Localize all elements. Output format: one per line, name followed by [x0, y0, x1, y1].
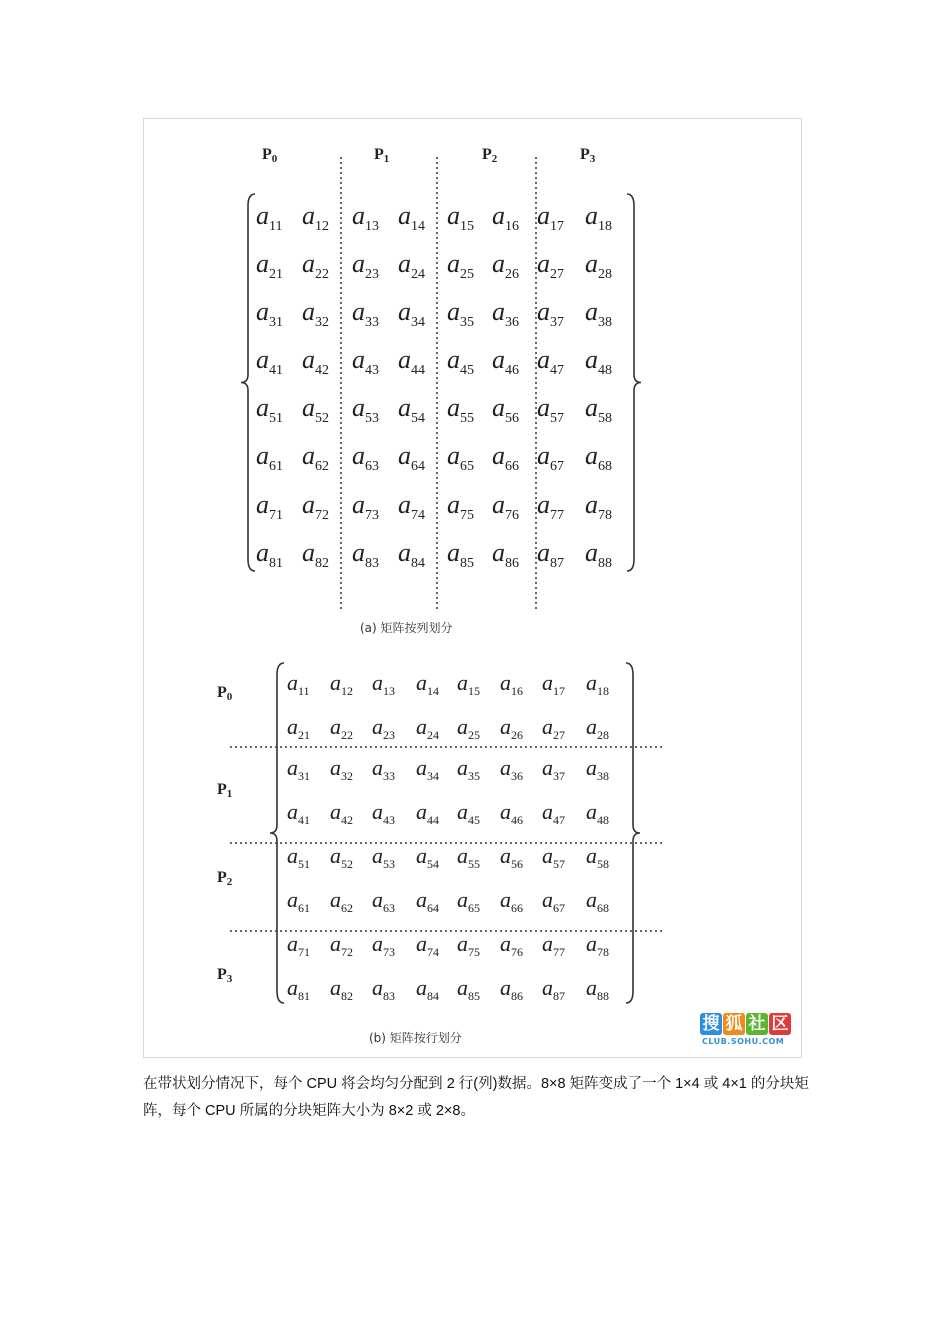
matrix-a-entry: $a_{56}$: [492, 393, 519, 426]
logo-char: 狐: [723, 1013, 745, 1035]
logo-url: CLUB.SOHU.COM: [702, 1037, 785, 1046]
matrix-a-entry: $a_{61}$: [256, 441, 283, 474]
matrix-a-entry: $a_{63}$: [352, 441, 379, 474]
matrix-a-entry: $a_{25}$: [447, 249, 474, 282]
matrix-a-entry: $a_{81}$: [256, 538, 283, 571]
matrix-b-entry: $a_{48}$: [586, 799, 609, 827]
matrix-b-entry: $a_{35}$: [457, 755, 480, 783]
matrix-a-entry: $a_{87}$: [537, 538, 564, 571]
matrix-b-entry: $a_{64}$: [416, 887, 439, 915]
matrix-b-entry: $a_{62}$: [330, 887, 353, 915]
matrix-b-entry: $a_{55}$: [457, 843, 480, 871]
matrix-a-entry: $a_{26}$: [492, 249, 519, 282]
matrix-b-entry: $a_{57}$: [542, 843, 565, 871]
matrix-b-entry: $a_{66}$: [500, 887, 523, 915]
matrix-b-entry: $a_{73}$: [372, 931, 395, 959]
matrix-b-entry: $a_{78}$: [586, 931, 609, 959]
left-brace-a: [241, 194, 255, 571]
matrix-b-entry: $a_{72}$: [330, 931, 353, 959]
matrix-b-entry: $a_{32}$: [330, 755, 353, 783]
matrix-a-entry: $a_{75}$: [447, 490, 474, 523]
matrix-b-entry: $a_{65}$: [457, 887, 480, 915]
matrix-a-entry: $a_{83}$: [352, 538, 379, 571]
matrix-b-entry: $a_{42}$: [330, 799, 353, 827]
logo-char: 社: [746, 1013, 768, 1035]
matrix-a-entry: $a_{52}$: [302, 393, 329, 426]
matrix-a-entry: $a_{37}$: [537, 297, 564, 330]
matrix-a-entry: $a_{32}$: [302, 297, 329, 330]
matrix-b-entry: $a_{23}$: [372, 714, 395, 742]
matrix-a-entry: $a_{46}$: [492, 345, 519, 378]
matrix-b-entry: $a_{52}$: [330, 843, 353, 871]
matrix-b-entry: $a_{53}$: [372, 843, 395, 871]
caption-a: (a) 矩阵按列划分: [360, 621, 453, 635]
row-partition-label-1: P1: [217, 781, 233, 800]
matrix-b-entry: $a_{47}$: [542, 799, 565, 827]
logo-char: 搜: [700, 1013, 722, 1035]
matrix-a-entry: $a_{85}$: [447, 538, 474, 571]
matrix-b-entry: $a_{26}$: [500, 714, 523, 742]
matrix-a-entry: $a_{84}$: [398, 538, 425, 571]
matrix-b-entry: $a_{27}$: [542, 714, 565, 742]
matrix-b-entry: $a_{41}$: [287, 799, 310, 827]
matrix-b-entry: $a_{36}$: [500, 755, 523, 783]
caption-b: (b) 矩阵按行划分: [369, 1031, 462, 1045]
matrix-b-entry: $a_{82}$: [330, 975, 353, 1003]
matrix-b-entry: $a_{44}$: [416, 799, 439, 827]
matrix-a-entry: $a_{55}$: [447, 393, 474, 426]
logo-char: 区: [769, 1013, 791, 1035]
matrix-b-entry: $a_{87}$: [542, 975, 565, 1003]
matrix-a-entry: $a_{12}$: [302, 201, 329, 234]
logo-title: [700, 1013, 796, 1035]
matrix-a-entry: $a_{53}$: [352, 393, 379, 426]
row-partition-label-0: P0: [217, 684, 233, 703]
matrix-a-entry: $a_{27}$: [537, 249, 564, 282]
matrix-a-entry: $a_{17}$: [537, 201, 564, 234]
matrix-a-entry: $a_{35}$: [447, 297, 474, 330]
left-brace-b: [270, 663, 284, 1003]
matrix-b-entry: $a_{85}$: [457, 975, 480, 1003]
figure-canvas: [144, 119, 803, 1059]
matrix-a-entry: $a_{71}$: [256, 490, 283, 523]
matrix-b-entry: $a_{58}$: [586, 843, 609, 871]
matrix-a-entry: $a_{72}$: [302, 490, 329, 523]
matrix-b-entry: $a_{74}$: [416, 931, 439, 959]
matrix-a-entry: $a_{14}$: [398, 201, 425, 234]
matrix-a-entry: $a_{42}$: [302, 345, 329, 378]
matrix-a-entry: $a_{44}$: [398, 345, 425, 378]
matrix-a-entry: $a_{58}$: [585, 393, 612, 426]
matrix-a-entry: $a_{67}$: [537, 441, 564, 474]
matrix-b-entry: $a_{83}$: [372, 975, 395, 1003]
column-partition-label-1: P1: [374, 146, 390, 165]
matrix-a-entry: $a_{74}$: [398, 490, 425, 523]
matrix-b-entry: $a_{22}$: [330, 714, 353, 742]
matrix-b-entry: $a_{51}$: [287, 843, 310, 871]
matrix-a-entry: $a_{86}$: [492, 538, 519, 571]
matrix-b-entry: $a_{38}$: [586, 755, 609, 783]
matrix-b-entry: $a_{76}$: [500, 931, 523, 959]
matrix-a-entry: $a_{68}$: [585, 441, 612, 474]
matrix-a-entry: $a_{47}$: [537, 345, 564, 378]
right-brace-b: [626, 663, 640, 1003]
matrix-a-entry: $a_{31}$: [256, 297, 283, 330]
matrix-b-entry: $a_{25}$: [457, 714, 480, 742]
matrix-b-entry: $a_{17}$: [542, 670, 565, 698]
matrix-b-entry: $a_{67}$: [542, 887, 565, 915]
sohu-club-logo: [700, 1013, 796, 1051]
matrix-b-entry: $a_{28}$: [586, 714, 609, 742]
matrix-b-entry: $a_{11}$: [287, 670, 310, 698]
matrix-b-entry: $a_{63}$: [372, 887, 395, 915]
matrix-b-entry: $a_{31}$: [287, 755, 310, 783]
matrix-b-entry: $a_{46}$: [500, 799, 523, 827]
matrix-b-entry: $a_{33}$: [372, 755, 395, 783]
matrix-a-entry: $a_{57}$: [537, 393, 564, 426]
matrix-a-entry: $a_{54}$: [398, 393, 425, 426]
matrix-b-entry: $a_{88}$: [586, 975, 609, 1003]
matrix-a-entry: $a_{38}$: [585, 297, 612, 330]
matrix-a-entry: $a_{78}$: [585, 490, 612, 523]
matrix-a-entry: $a_{34}$: [398, 297, 425, 330]
matrix-b-entry: $a_{15}$: [457, 670, 480, 698]
matrix-b-entry: $a_{54}$: [416, 843, 439, 871]
matrix-a-entry: $a_{76}$: [492, 490, 519, 523]
matrix-b-entry: $a_{81}$: [287, 975, 310, 1003]
matrix-b-entry: $a_{77}$: [542, 931, 565, 959]
matrix-b-entry: $a_{24}$: [416, 714, 439, 742]
matrix-a-entry: $a_{48}$: [585, 345, 612, 378]
row-partition-label-3: P3: [217, 966, 233, 985]
matrix-a-entry: $a_{62}$: [302, 441, 329, 474]
matrix-b-entry: $a_{37}$: [542, 755, 565, 783]
matrix-b-entry: $a_{61}$: [287, 887, 310, 915]
matrix-a-entry: $a_{73}$: [352, 490, 379, 523]
matrix-a-entry: $a_{64}$: [398, 441, 425, 474]
matrix-a-entry: $a_{28}$: [585, 249, 612, 282]
matrix-a-entry: $a_{82}$: [302, 538, 329, 571]
matrix-b-entry: $a_{18}$: [586, 670, 609, 698]
matrix-a-entry: $a_{88}$: [585, 538, 612, 571]
matrix-b-entry: $a_{12}$: [330, 670, 353, 698]
row-partition-label-2: P2: [217, 869, 233, 888]
matrix-a-entry: $a_{23}$: [352, 249, 379, 282]
matrix-a-entry: $a_{36}$: [492, 297, 519, 330]
matrix-b-entry: $a_{68}$: [586, 887, 609, 915]
matrix-a-entry: $a_{45}$: [447, 345, 474, 378]
matrix-a-entry: $a_{51}$: [256, 393, 283, 426]
matrix-b-entry: $a_{34}$: [416, 755, 439, 783]
matrix-b-entry: $a_{21}$: [287, 714, 310, 742]
matrix-a-entry: $a_{43}$: [352, 345, 379, 378]
matrix-b-entry: $a_{71}$: [287, 931, 310, 959]
matrix-a-entry: $a_{41}$: [256, 345, 283, 378]
matrix-b-entry: $a_{14}$: [416, 670, 439, 698]
body-paragraph: 在带状划分情况下，每个 CPU 将会均匀分配到 2 行(列)数据。8×8 矩阵变成了一个 1×4 或 4×1 的分块矩阵，每个 CPU 所属的分块矩阵大小为 8×2 或 2×8。: [143, 1076, 809, 1119]
matrix-b-entry: $a_{56}$: [500, 843, 523, 871]
matrix-a-entry: $a_{77}$: [537, 490, 564, 523]
matrix-b-entry: $a_{43}$: [372, 799, 395, 827]
matrix-a-entry: $a_{18}$: [585, 201, 612, 234]
column-partition-label-0: P0: [262, 146, 278, 165]
matrix-b-entry: $a_{45}$: [457, 799, 480, 827]
matrix-partition-figure: [143, 118, 802, 1058]
matrix-b-entry: $a_{84}$: [416, 975, 439, 1003]
matrix-a-entry: $a_{21}$: [256, 249, 283, 282]
right-brace-a: [627, 194, 641, 571]
matrix-a-entry: $a_{16}$: [492, 201, 519, 234]
matrix-a-entry: $a_{66}$: [492, 441, 519, 474]
matrix-a-entry: $a_{65}$: [447, 441, 474, 474]
matrix-b-entry: $a_{86}$: [500, 975, 523, 1003]
matrix-a-entry: $a_{11}$: [256, 201, 283, 234]
column-partition-label-2: P2: [482, 146, 498, 165]
matrix-a-entry: $a_{13}$: [352, 201, 379, 234]
matrix-a-entry: $a_{22}$: [302, 249, 329, 282]
matrix-a-entry: $a_{33}$: [352, 297, 379, 330]
matrix-b-entry: $a_{75}$: [457, 931, 480, 959]
matrix-a-entry: $a_{24}$: [398, 249, 425, 282]
column-partition-label-3: P3: [580, 146, 596, 165]
matrix-b-entry: $a_{16}$: [500, 670, 523, 698]
matrix-a-entry: $a_{15}$: [447, 201, 474, 234]
matrix-b-entry: $a_{13}$: [372, 670, 395, 698]
